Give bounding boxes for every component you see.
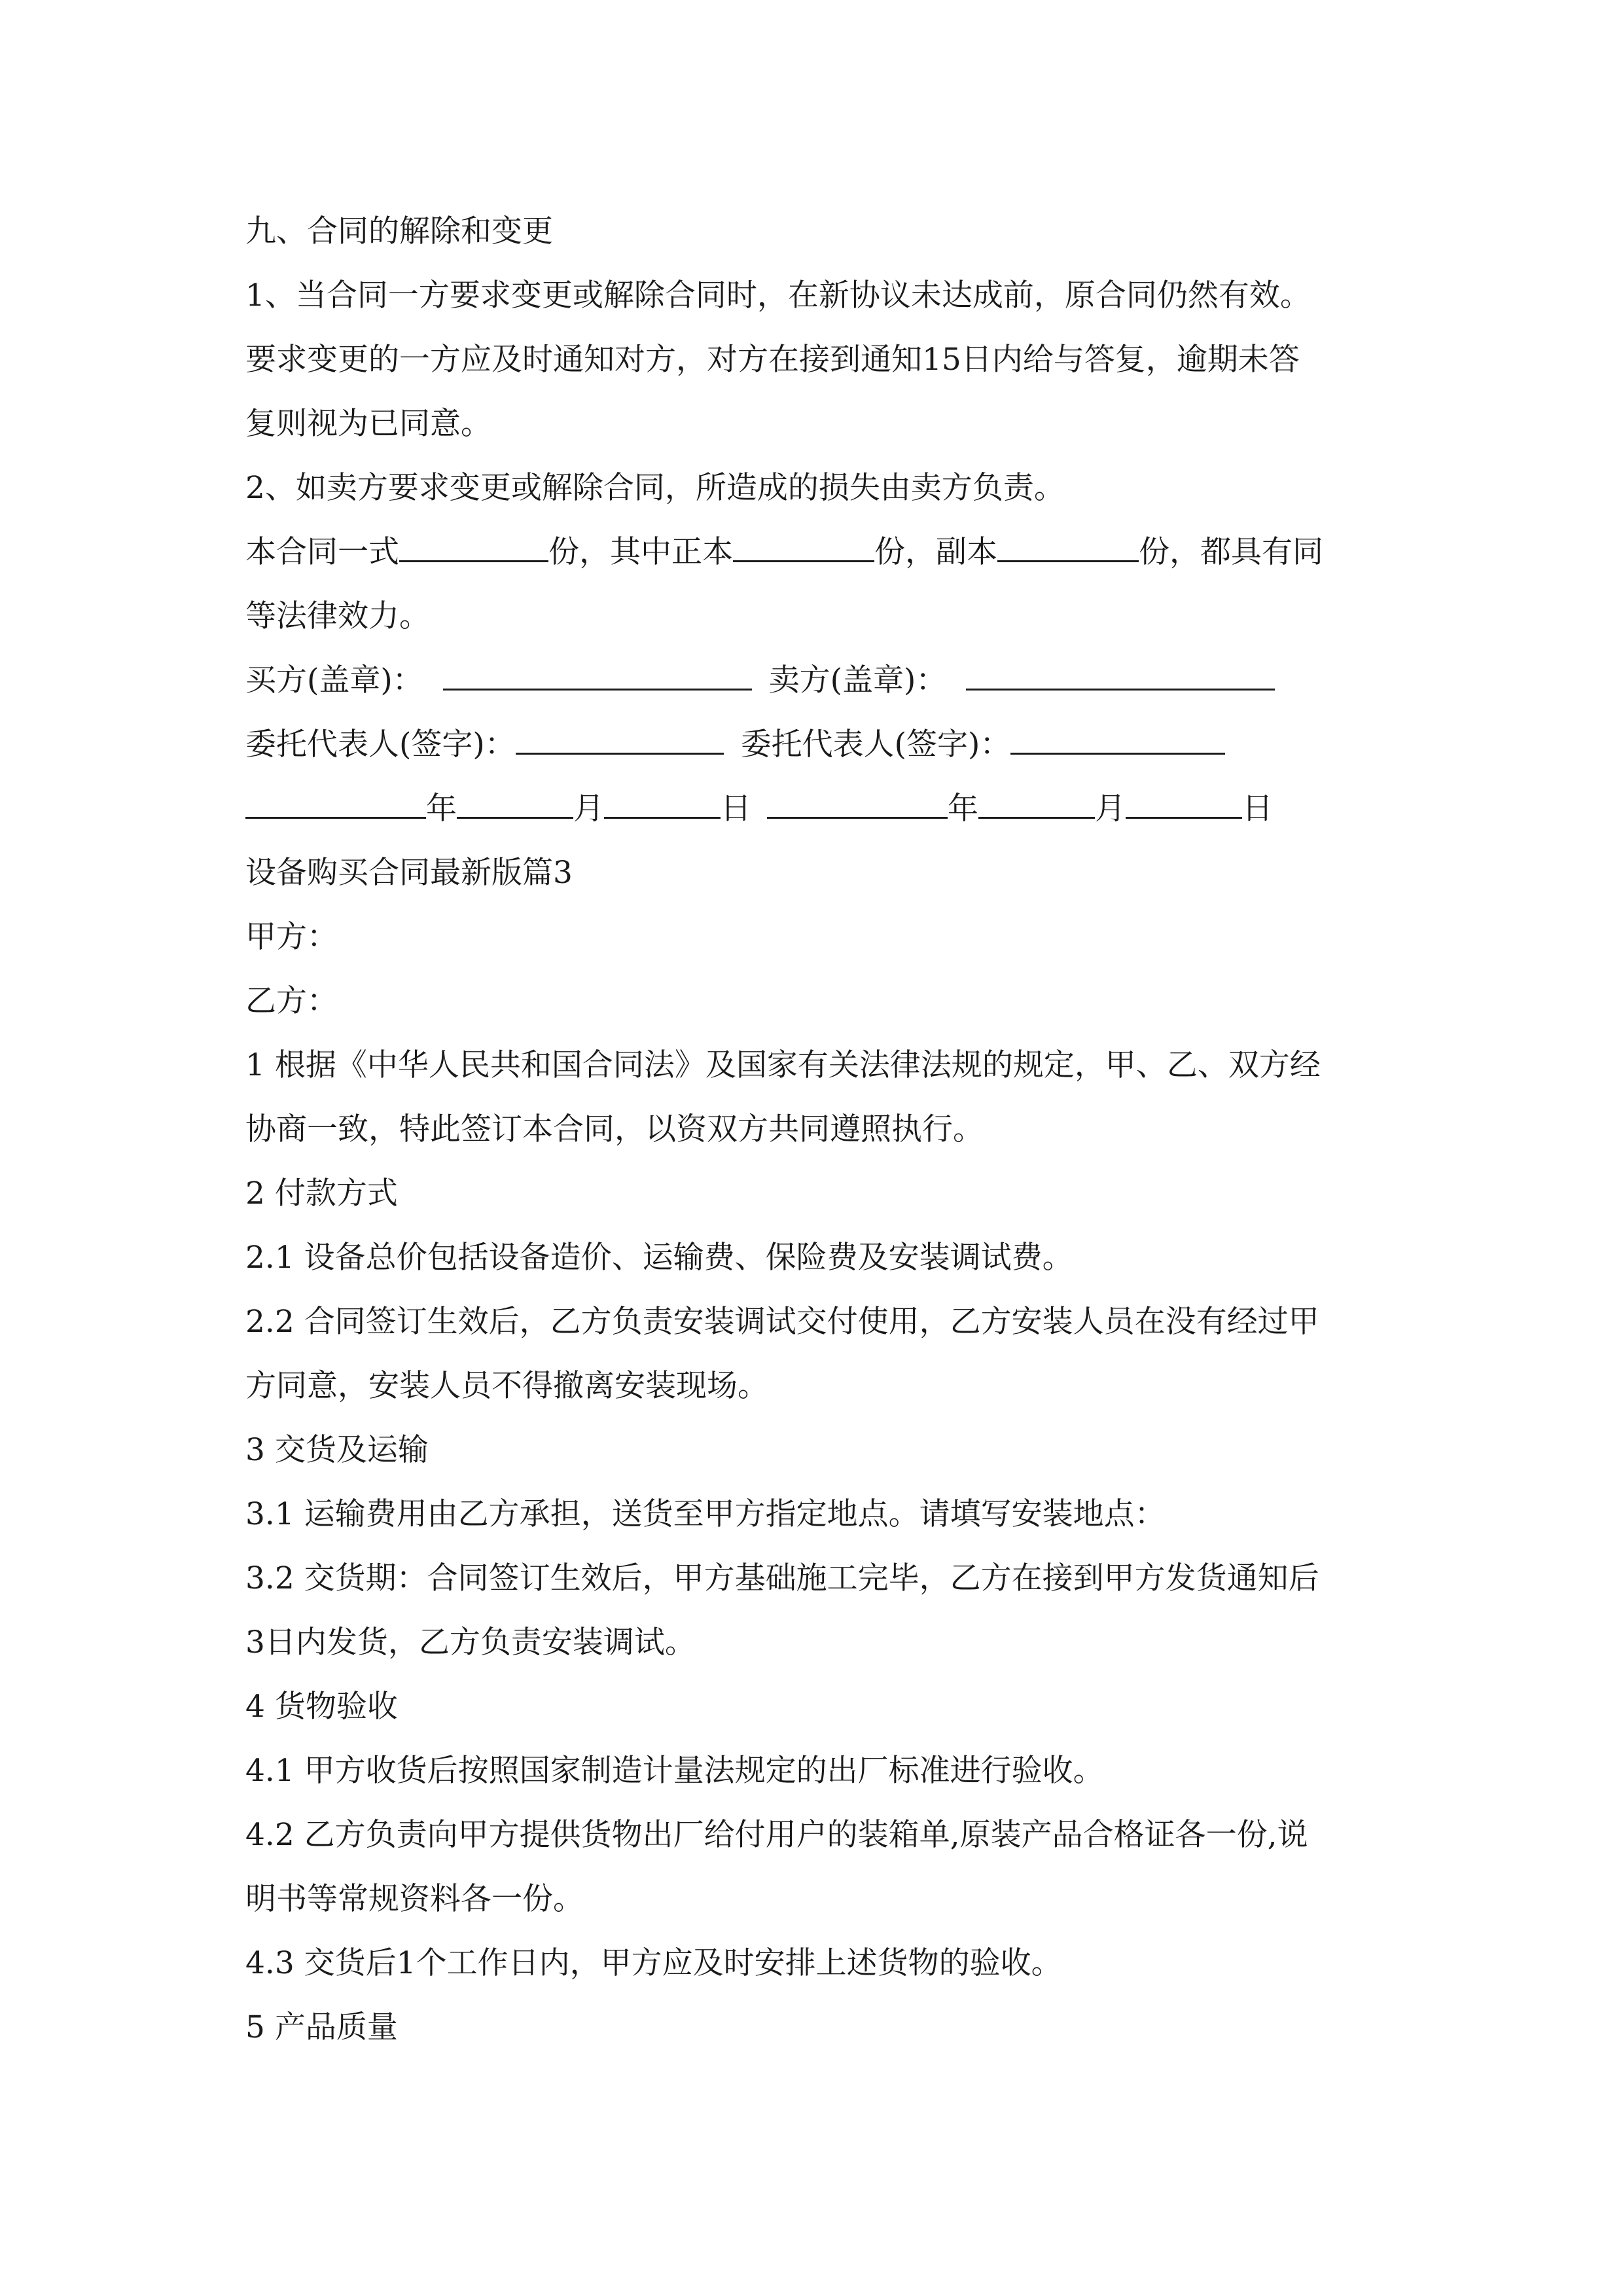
copies-line xyxy=(245,520,1384,584)
article-2-heading: 2 付款方式 xyxy=(245,1175,398,1211)
copies-suffix: 份，都具有同 xyxy=(1139,534,1323,570)
document-body xyxy=(245,200,1384,2060)
article-3-2-line-2: 3日内发货，乙方负责安装调试。 xyxy=(245,1624,696,1660)
contract-title: 设备购买合同最新版篇3 xyxy=(245,855,573,891)
section-heading: 九、合同的解除和变更 xyxy=(245,213,553,249)
buyer-seal-label: 买方(盖章)： xyxy=(245,662,423,698)
article-4-3: 4.3 交货后1个工作日内，甲方应及时安排上述货物的验收。 xyxy=(245,1945,1062,1981)
seller-day-blank[interactable] xyxy=(1126,791,1242,819)
buyer-year-label: 年 xyxy=(426,791,457,827)
copies-mid-1: 份，其中正本 xyxy=(548,534,733,570)
article-2-1: 2.1 设备总价包括设备造价、运输费、保险费及安装调试费。 xyxy=(245,1240,1073,1276)
copies-total-blank[interactable] xyxy=(399,534,548,562)
article-1-line-1: 1 根据《中华人民共和国合同法》及国家有关法律法规的规定，甲、乙、双方经 xyxy=(245,1047,1321,1083)
article-3-2-line-1: 3.2 交货期：合同签订生效后，甲方基础施工完毕，乙方在接到甲方发货通知后 xyxy=(245,1560,1319,1596)
copies-duplicate-blank[interactable] xyxy=(997,534,1139,562)
buyer-representative-label: 委托代表人(签字)： xyxy=(245,726,516,762)
representative-line xyxy=(245,713,1384,777)
party-a-label: 甲方： xyxy=(245,919,338,955)
seal-line xyxy=(245,649,1384,713)
seller-seal-label: 卖方(盖章)： xyxy=(768,662,947,698)
article-2-2-line-1: 2.2 合同签订生效后，乙方负责安装调试交付使用，乙方安装人员在没有经过甲 xyxy=(245,1304,1319,1340)
buyer-seal-blank[interactable] xyxy=(443,662,752,691)
seller-representative-blank[interactable] xyxy=(1010,726,1225,755)
article-4-heading: 4 货物验收 xyxy=(245,1689,398,1725)
seller-month-blank[interactable] xyxy=(978,791,1095,819)
buyer-month-blank[interactable] xyxy=(457,791,573,819)
clause-2: 2、如卖方要求变更或解除合同，所造成的损失由卖方负责。 xyxy=(245,470,1065,506)
buyer-day-label: 日 xyxy=(721,791,751,827)
article-4-1: 4.1 甲方收货后按照国家制造计量法规定的出厂标准进行验收。 xyxy=(245,1753,1104,1789)
buyer-day-blank[interactable] xyxy=(604,791,721,819)
date-line xyxy=(245,777,1384,841)
clause-1-line-1: 1、当合同一方要求变更或解除合同时，在新协议未达成前，原合同仍然有效。 xyxy=(245,278,1311,314)
seller-year-blank[interactable] xyxy=(767,791,948,819)
clause-1-line-3: 复则视为已同意。 xyxy=(245,406,491,442)
buyer-representative-blank[interactable] xyxy=(516,726,724,755)
copies-line-2: 等法律效力。 xyxy=(245,598,430,634)
article-4-2-line-1: 4.2 乙方负责向甲方提供货物出厂给付用户的装箱单,原装产品合格证各一份,说 xyxy=(245,1817,1308,1853)
party-b-label: 乙方： xyxy=(245,983,338,1019)
seller-day-label: 日 xyxy=(1242,791,1273,827)
seller-seal-blank[interactable] xyxy=(966,662,1275,691)
seller-year-label: 年 xyxy=(948,791,978,827)
copies-mid-2: 份，副本 xyxy=(874,534,997,570)
copies-original-blank[interactable] xyxy=(733,534,874,562)
article-2-2-line-2: 方同意，安装人员不得撤离安装现场。 xyxy=(245,1368,768,1404)
article-1-line-2: 协商一致，特此签订本合同，以资双方共同遵照执行。 xyxy=(245,1111,984,1147)
buyer-month-label: 月 xyxy=(573,791,604,827)
copies-prefix: 本合同一式 xyxy=(245,534,399,570)
article-5-heading: 5 产品质量 xyxy=(245,2009,398,2045)
article-3-1: 3.1 运输费用由乙方承担，送货至甲方指定地点。请填写安装地点： xyxy=(245,1496,1166,1532)
buyer-year-blank[interactable] xyxy=(245,791,426,819)
article-3-heading: 3 交货及运输 xyxy=(245,1432,429,1468)
seller-month-label: 月 xyxy=(1095,791,1126,827)
seller-representative-label: 委托代表人(签字)： xyxy=(740,726,1011,762)
article-4-2-line-2: 明书等常规资料各一份。 xyxy=(245,1881,584,1917)
clause-1-line-2: 要求变更的一方应及时通知对方，对方在接到通知15日内给与答复，逾期未答 xyxy=(245,342,1300,378)
